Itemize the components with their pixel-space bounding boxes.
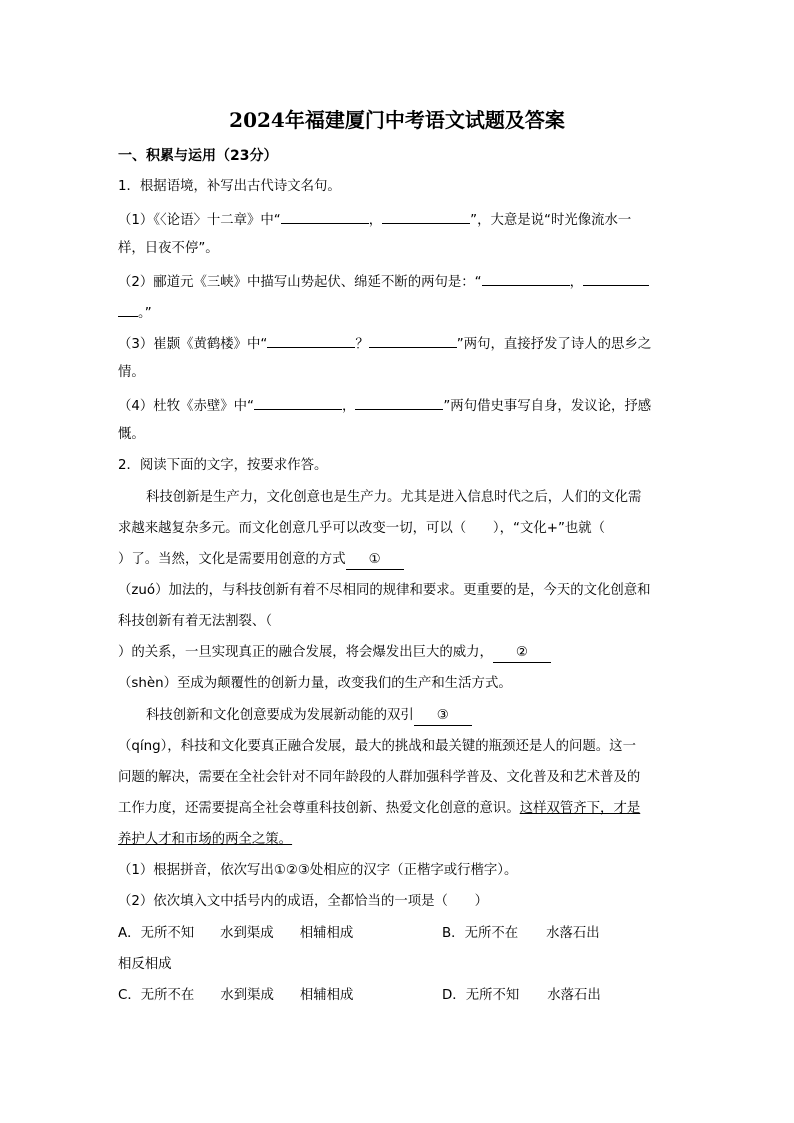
answer-blank[interactable] — [254, 395, 342, 410]
answer-blank[interactable] — [355, 395, 443, 410]
option-label: A． — [118, 926, 141, 941]
text: ）的关系，一旦实现真正的融合发展，将会爆发出巨大的威力， — [118, 645, 493, 660]
question-1-stem: 1．根据语境，补写出古代诗文名句。 — [118, 179, 341, 194]
passage-line: 问题的解决，需要在全社会针对不同年龄段的人群加强科学普及、文化普及和艺术普及的 — [118, 770, 641, 785]
question-2-stem: 2．阅读下面的文字，按要求作答。 — [118, 458, 328, 473]
passage-line — [118, 831, 292, 849]
passage-line: （shèn）至成为颠覆性的创新力量，改变我们的生产和生活方式。 — [118, 676, 512, 691]
question-2-sub-2: （2）依次填入文中括号内的成语，全都恰当的一项是（ ） — [118, 894, 489, 909]
question-1-sub-4-cont: 慨。 — [118, 427, 145, 442]
passage-line: （zuó）加法的，与科技创新有着不尽相同的规律和要求。更重要的是，今天的文化创意和 — [118, 583, 651, 598]
question-1-sub-3 — [118, 333, 651, 354]
fill-blank-1[interactable]: ① — [346, 551, 404, 570]
option-word: 水到渠成 — [220, 988, 274, 1003]
answer-blank[interactable] — [267, 333, 355, 348]
text: ， — [341, 399, 356, 414]
underlined-sentence: 养护人才和市场的两全之策。 — [118, 832, 293, 847]
passage-line — [146, 707, 472, 726]
answer-blank[interactable] — [583, 271, 649, 286]
option-a[interactable] — [118, 925, 353, 943]
fill-blank-3[interactable]: ③ — [414, 707, 472, 726]
option-d[interactable] — [442, 987, 601, 1005]
fill-blank-2[interactable]: ② — [493, 644, 551, 663]
option-word: 水到渠成 — [220, 926, 274, 941]
option-word: 相辅相成 — [299, 988, 354, 1003]
question-1-sub-3-cont: 情。 — [118, 365, 145, 380]
section-heading: 一、积累与运用（23分） — [118, 148, 278, 164]
answer-blank[interactable] — [118, 302, 138, 317]
option-label: B． — [442, 926, 465, 941]
text: （2）郦道元《三峡》中描写山势起伏、绵延不断的两句是：“ — [118, 275, 482, 290]
question-1-sub-1-cont: 样，日夜不停”。 — [118, 241, 219, 256]
text: ， — [368, 213, 383, 228]
passage-line — [118, 644, 551, 663]
answer-blank[interactable] — [382, 209, 470, 224]
passage-line: 求越来越复杂多元。而文化创意几乎可以改变一切，可以（ ），“文化+”也就（ — [118, 521, 606, 536]
option-label: C． — [118, 988, 141, 1003]
option-word: 无所不知 — [465, 988, 520, 1003]
text: ”，大意是说“时光像流水一 — [470, 213, 632, 228]
document-title: 2024年福建厦门中考语文试题及答案 — [229, 108, 565, 132]
passage-line: （qíng），科技和文化要真正融合发展，最大的挑战和最关键的瓶颈还是人的问题。这一 — [118, 739, 636, 754]
option-word: 相辅相成 — [299, 926, 354, 941]
text: ”两句借史事写自身，发议论，抒感 — [443, 399, 652, 414]
option-b[interactable] — [442, 925, 600, 943]
answer-blank[interactable] — [482, 271, 570, 286]
option-word: 无所不在 — [140, 988, 195, 1003]
text: （1）《〈论语〉十二章》中“ — [118, 213, 281, 228]
question-1-sub-1 — [118, 209, 631, 230]
passage-line: 科技创新是生产力，文化创意也是生产力。尤其是进入信息时代之后，人们的文化需 — [146, 490, 642, 505]
option-word: 无所不知 — [140, 926, 195, 941]
option-b-cont: 相反相成 — [118, 957, 172, 972]
answer-blank[interactable] — [369, 333, 457, 348]
option-word: 无所不在 — [464, 926, 519, 941]
text: ， — [569, 275, 584, 290]
question-2-sub-1: （1）根据拼音，依次写出①②③处相应的汉字（正楷字或行楷字）。 — [118, 863, 518, 878]
option-word: 水落石出 — [547, 988, 601, 1003]
answer-blank[interactable] — [281, 209, 369, 224]
text: 工作力度，还需要提高全社会尊重科技创新、热爱文化创意的意识。 — [118, 801, 520, 816]
question-1-sub-4 — [118, 395, 651, 416]
question-1-sub-2 — [118, 271, 649, 292]
text: （3）崔颢《黄鹤楼》中“ — [118, 337, 268, 352]
text: ）了。当然，文化是需要用创意的方式 — [118, 552, 346, 567]
option-c[interactable] — [118, 987, 353, 1005]
option-label: D． — [442, 988, 466, 1003]
text: （4）杜牧《赤壁》中“ — [118, 399, 254, 414]
text: ？ — [355, 337, 369, 352]
passage-line — [118, 800, 640, 818]
text: 。” — [138, 306, 152, 321]
question-1-sub-2-cont — [118, 302, 152, 323]
underlined-sentence: 这样双管齐下，才是 — [519, 801, 641, 816]
option-word: 水落石出 — [546, 926, 600, 941]
passage-line — [118, 551, 404, 570]
passage-line: 科技创新有着无法割裂、（ — [118, 614, 272, 629]
text: ”两句，直接抒发了诗人的思乡之 — [456, 337, 652, 352]
text: 科技创新和文化创意要成为发展新动能的双引 — [146, 708, 414, 723]
